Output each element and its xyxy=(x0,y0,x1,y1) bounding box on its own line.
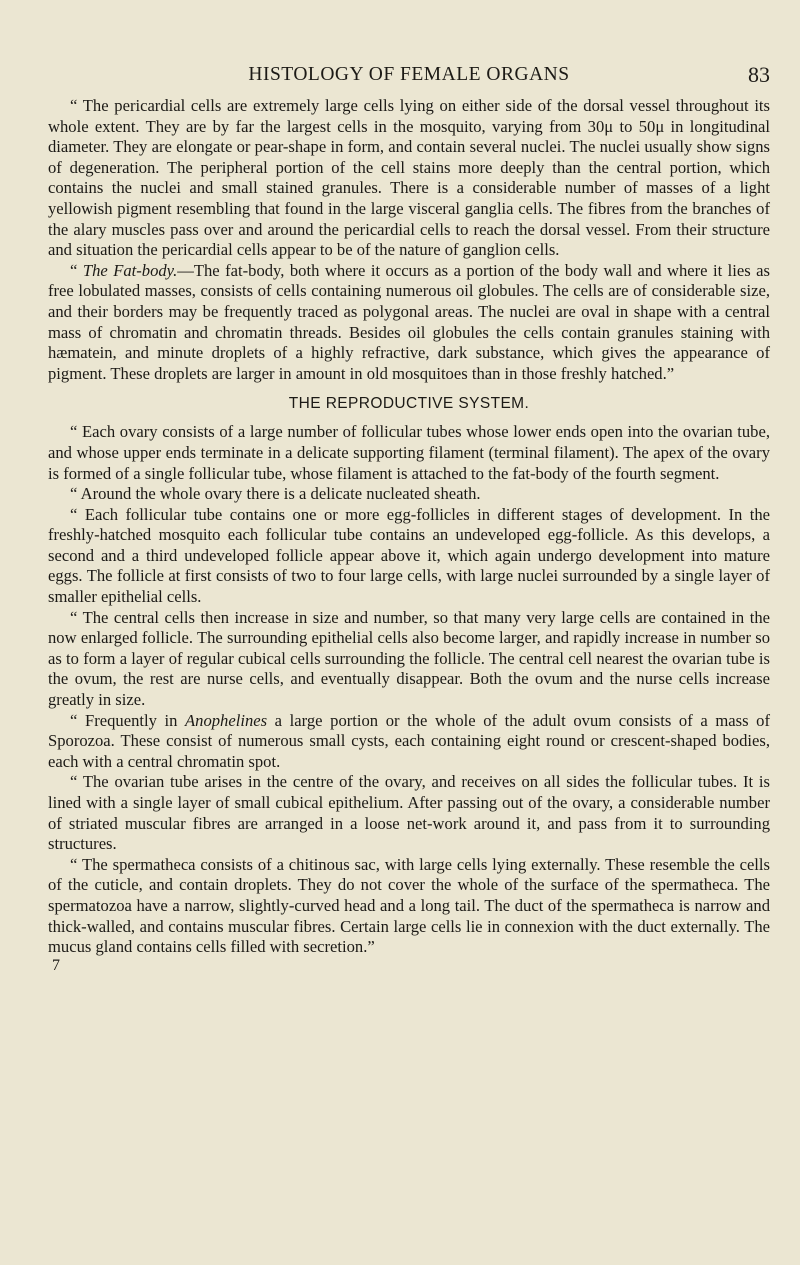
anophelines-italic: Anophelines xyxy=(185,710,268,730)
paragraph-follicular-tube: “ Each follicular tube contains one or more egg-follicles in different stages of development. In the freshly-hatched mosquito each follicular tube contains an undeveloped egg-follicle. As this develops, a second and a third undeveloped follicle appear above it, which again undergo development into mature eggs. The follicle at first consists of two to four large cells, with large nuclei surrounded by a single layer of smaller epithelial cells. xyxy=(48,504,770,607)
page-number: 83 xyxy=(748,62,770,87)
running-title: HISTOLOGY OF FEMALE ORGANS xyxy=(248,64,570,85)
quote-mark: “ xyxy=(70,260,83,280)
paragraph-anophelines xyxy=(48,711,770,773)
paragraph-central-cells: “ The central cells then increase in size and number, so that many very large cells are contained in the now enlarged follicle. The surrounding epithelial cells also become larger, and rapidly increase in number so as to form a layer of regular cubical cells surrounding the follicle. The central cell nearest the ovarian tube is the ovum, the rest are nurse cells, and eventually disappear. Both the ovum and the nurse cells increase greatly in size. xyxy=(48,607,770,710)
anophelines-prefix: “ Frequently in xyxy=(70,710,186,730)
paragraph-pericardial-cells: “ The pericardial cells are extremely large cells lying on either side of the dorsal vessel throughout its whole extent. They are by far the largest cells in the mosquito, varying from 30μ to 50μ in longitudinal diameter. They are elongate or pear-shape in form, and contain several nuclei. The nuclei usually show signs of degeneration. The peripheral portion of the cell stains more deeply than the central portion, which contains the nuclei and small stained granules. There is a considerable number of masses of a light yellowish pigment resembling that found in the large visceral ganglia cells. The fibres from the branches of the alary muscles pass over and around the pericardial cells to reach the dorsal vessel. From their structure and situation the pericardial cells appear to be of the nature of ganglion cells. xyxy=(48,96,770,260)
fat-body-text: —The fat-body, both where it occurs as a portion of the body wall and where it lies as free lobulated masses, consists of cells containing numerous oil globules. The cells are of considerable size, and their borders may be frequently traced as polygonal areas. The nuclei are oval in shape with a central mass of chromatin and chromatin threads. Besides oil globules the cells contain granules staining with hæmatein, and minute droplets of a highly refractive, dark substance, which gives the appearance of pigment. These droplets are larger in amount in old mosquitoes than in those freshly hatched.” xyxy=(48,260,770,383)
anophelines-text: a large portion or the whole of the adult ovum consists of a mass of Sporozoa. These consist of numerous small cysts, each containing eight round or crescent-shaped bodies, each with a central chromatin spot. xyxy=(48,710,770,771)
document-page xyxy=(48,56,770,974)
paragraph-spermatheca: “ The spermatheca consists of a chitinous sac, with large cells lying externally. These resemble the cells of the cuticle, and contain droplets. They do not cover the whole of the surface of the spermatheca. The spermatozoa have a narrow, slightly-curved head and a long tail. The duct of the spermatheca is narrow and thick-walled, and contains muscular fibres. Certain large cells lie in connexion with the duct externally. The mucus gland contains cells filled with secretion.” xyxy=(48,854,770,957)
paragraph-ovary: “ Each ovary consists of a large number of follicular tubes whose lower ends open into the ovarian tube, and whose upper ends terminate in a delicate supporting filament (terminal filament). The apex of the ovary is formed of a single follicular tube, whose filament is attached to the fat-body of the fourth segment. xyxy=(48,422,770,483)
paragraph-sheath: “ Around the whole ovary there is a delicate nucleated sheath. xyxy=(70,484,481,504)
paragraph-fat-body xyxy=(48,261,770,385)
paragraph-ovarian-tube: “ The ovarian tube arises in the centre of the ovary, and receives on all sides the follicular tubes. It is lined with a single layer of small cubical epithelium. After passing out of the ovary, a considerable number of striated muscular fibres are arranged in a loose net-work around it, and pass from it to surrounding structures. xyxy=(48,772,770,854)
section-heading: THE REPRODUCTIVE SYSTEM. xyxy=(288,395,530,413)
fat-body-heading: The Fat-body. xyxy=(82,260,178,280)
page-header xyxy=(48,56,770,96)
signature-mark: 7 xyxy=(52,956,60,974)
